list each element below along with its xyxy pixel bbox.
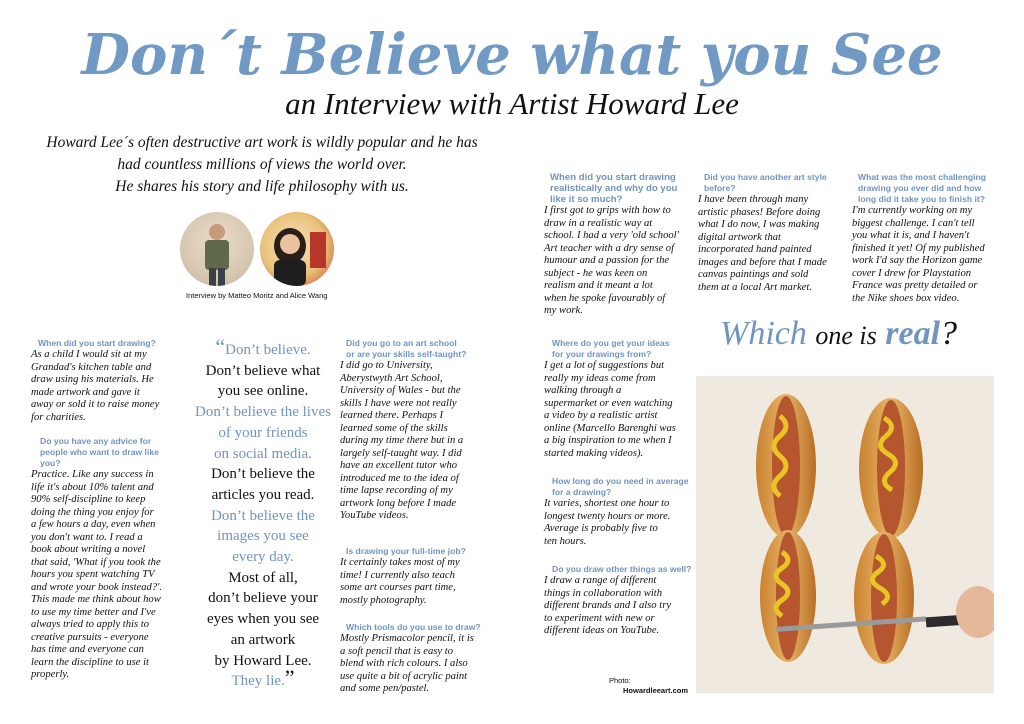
question: Did you go to an art school or are your skills self-taught? xyxy=(346,338,467,359)
qa-block xyxy=(544,338,702,460)
quote-line xyxy=(188,361,338,382)
article-title: Don´t Believe what you See xyxy=(81,22,943,88)
quote-line xyxy=(188,464,338,485)
article-subtitle: an Interview with Artist Howard Lee xyxy=(285,86,739,121)
question: Did you have another art style before? xyxy=(704,172,827,193)
question: What was the most challenging drawing you ever did and how long did it take you to finish it? xyxy=(858,172,986,204)
hotdog-photo xyxy=(696,376,994,693)
answer: I first got to grips with how to draw in a realistic way at school. I had a very 'old school' Art teacher with a dry sense of humour and a passion for the subject - he was keen on realism and it meant a lot when he spoke favourably of my work. xyxy=(544,205,679,316)
answer: I did go to University, Aberystwyth Art School, University of Wales - but the skills I have were not really learned there. Perhaps I learned some of the skills during my time there but in a largely self-taught way. I did have an excellent tutor who introduced me to the idea of time lapse recording of my artwork long before I made YouTube videos. xyxy=(340,360,464,521)
interviewer-photo xyxy=(180,212,254,286)
quote-text: Don’t believe the lives xyxy=(195,404,331,421)
qa-block xyxy=(852,172,1008,305)
qa-block xyxy=(544,476,702,548)
quote-line xyxy=(188,665,338,692)
question: Do you have any advice for people who want to draw like you? xyxy=(40,436,159,468)
quote-line xyxy=(188,588,338,609)
quote-text: Don’t believe. xyxy=(225,342,311,358)
quote-text: on social media. xyxy=(214,445,312,462)
interviewer-photo xyxy=(260,212,334,286)
quote-line xyxy=(188,651,338,672)
quote-line xyxy=(188,568,338,589)
quote-line xyxy=(188,630,338,651)
quote-text: you see online. xyxy=(217,383,309,400)
answer: It varies, shortest one hour to longest twenty hours or more. Average is probably five to ten hours. xyxy=(544,498,671,547)
quote-text: don’t believe your xyxy=(208,590,318,607)
qa-block xyxy=(340,338,496,523)
quote-line xyxy=(188,609,338,630)
qa-block xyxy=(544,564,702,638)
intro-line: had countless millions of views the world over. xyxy=(117,156,407,173)
intro-line: Howard Lee´s often destructive art work is wildly popular and he has xyxy=(46,134,478,151)
quote-text: images you see xyxy=(217,528,309,545)
quote-text: Don’t believe what xyxy=(205,362,321,379)
photo-credit: Photo: Howardleeart.com xyxy=(609,676,689,695)
quote-text: every day. xyxy=(232,549,294,566)
question: Where do you get your ideas for your drawings from? xyxy=(552,338,670,359)
quote-text: of your friends xyxy=(218,424,308,441)
quote-line xyxy=(188,402,338,423)
question: Which tools do you use to draw? xyxy=(346,622,481,632)
answer: I'm currently working on my biggest challenge. I can't tell you what it is, and I haven't finished it yet! Of my published work I'd say the Horizon game cover I drew for Playstation France was pretty detailed or the Nike shoes box video. xyxy=(852,205,985,304)
quote-text: Most of all, xyxy=(228,569,298,586)
answer: Practice. Like any success in life it's about 10% talent and 90% self-discipline to keep doing the thing you enjoy for a few hours a day, even when you don't want to. I read a book about writing a novel that said, 'What if you took the hours you spent watching TV and wrote your book instead?'. This made me think about how to use my time better and I've always tried to apply this to creative pursuits - everyone has time and everyone can learn the discipline to use it properly. xyxy=(31,469,163,680)
quote-text: an artwork xyxy=(230,631,296,648)
answer: As a child I would sit at my Grandad's kitchen table and draw using his materials. He made artwork and gave it away or sold it to raise money for charities. xyxy=(31,349,160,423)
interview-credit: Interview by Matteo Moritz and Alice Wang xyxy=(186,291,328,300)
question: When did you start drawing realistically and why do you like it so much? xyxy=(550,172,678,205)
which-heading: Which one is real? xyxy=(720,315,958,352)
qa-block xyxy=(31,436,180,682)
pull-quote xyxy=(188,334,338,692)
answer: I get a lot of suggestions but really my ideas come from walking through a supermarket or even watching a video by a realistic artist online (Marcello Barenghi was a big inspiration to me when I started making videos). xyxy=(544,360,676,459)
qa-block xyxy=(340,546,496,607)
quote-line xyxy=(188,526,338,547)
quote-line xyxy=(188,444,338,465)
quote-line xyxy=(188,423,338,444)
question: When did you start drawing? xyxy=(38,338,156,348)
answer: It certainly takes most of my time! I currently also teach some art courses part time, mostly photography. xyxy=(340,557,460,606)
quote-text: They lie. xyxy=(231,673,285,690)
quote-text: Don’t believe the xyxy=(211,507,315,524)
qa-block xyxy=(698,172,854,294)
quote-line xyxy=(188,381,338,402)
question: Do you draw other things as well? xyxy=(552,564,692,574)
question: How long do you need in average for a drawing? xyxy=(552,476,689,497)
qa-block xyxy=(340,622,496,696)
quote-text: by Howard Lee. xyxy=(214,652,312,669)
quote-line xyxy=(188,547,338,568)
quote-text: eyes when you see xyxy=(206,611,320,628)
answer: I have been through many artistic phases! Before doing what I do now, I was making digital artwork that incorporated hand painted images and before that I made canvas paintings and sold them at a local Art market. xyxy=(698,194,827,293)
quote-line xyxy=(188,485,338,506)
quote-text: articles you read. xyxy=(211,486,315,503)
quote-line xyxy=(188,334,338,361)
intro-paragraph xyxy=(38,132,486,198)
close-quote-mark: ” xyxy=(284,665,295,691)
quote-line xyxy=(188,506,338,527)
answer: Mostly Prismacolor pencil, it is a soft pencil that is easy to blend with rich colours. I also use quite a bit of acrylic paint and some pen/pastel. xyxy=(340,633,474,694)
open-quote-mark: “ xyxy=(215,334,226,359)
question: Is drawing your full-time job? xyxy=(346,546,466,556)
qa-block xyxy=(544,172,700,318)
quote-text: Don’t believe the xyxy=(211,466,315,483)
intro-line: He shares his story and life philosophy with us. xyxy=(115,178,409,195)
qa-block xyxy=(31,338,178,424)
answer: I draw a range of different things in collaboration with different brands and I also try to experiment with new or different ideas on YouTube. xyxy=(544,575,672,636)
